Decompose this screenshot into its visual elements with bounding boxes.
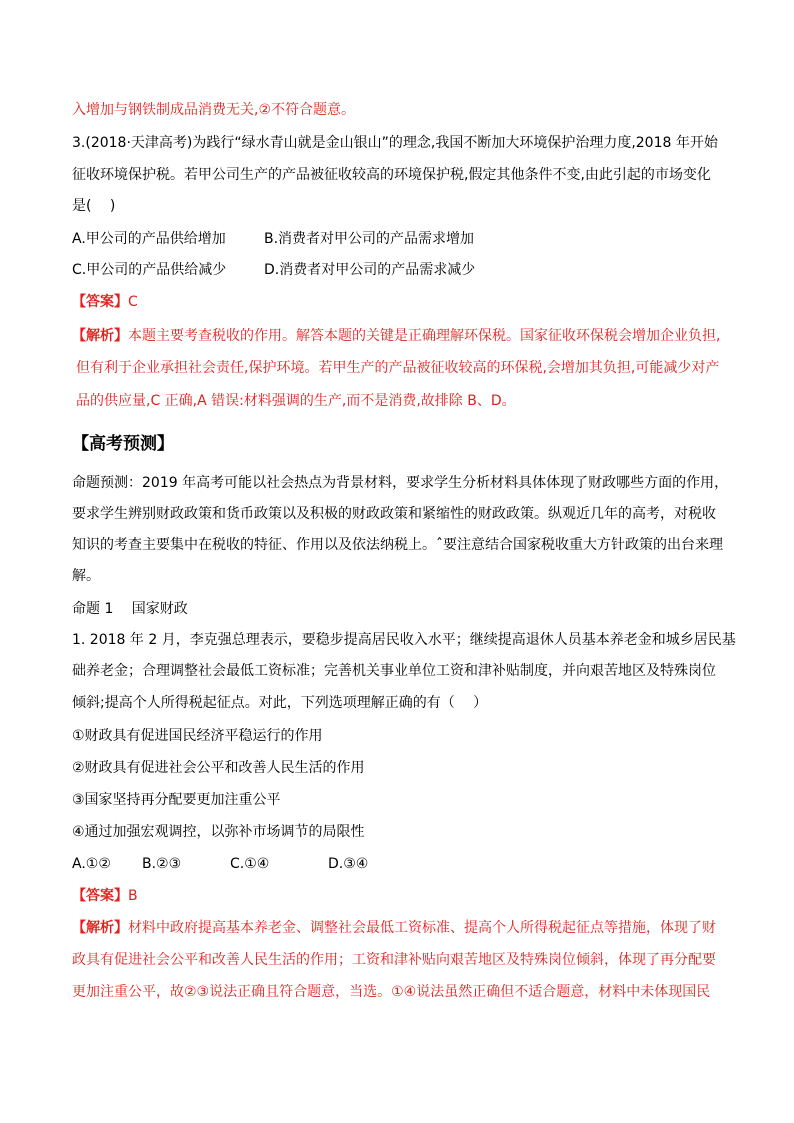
prediction-line-3: 知识的考查主要集中在税收的特征、作用以及依法纳税上。ˆ要注意结合国家税收重大方针政策的出台来理	[72, 537, 723, 553]
topic-heading: 命题 1 国家财政	[72, 601, 188, 617]
q3-analysis-label: 【解析】	[72, 328, 128, 344]
prediction-line-1: 命题预测：2019 年高考可能以社会热点为背景材料，要求学生分析材料具体体现了财政哪些方面的作用，	[72, 475, 729, 491]
q1-statement-4: ④通过加强宏观调控，以弥补市场调节的局限性	[72, 824, 365, 840]
section-heading: 【高考预测】	[72, 434, 174, 454]
q3-analysis-line-1	[72, 326, 720, 346]
q3-analysis-line-3: 品的供应量,C 正确,A 错误:材料强调的生产,而不是消费,故排除 B、D。	[76, 393, 516, 409]
q3-option-a: A.甲公司的产品供给增加	[72, 231, 226, 247]
q3-options-row-2	[72, 260, 475, 280]
q3-answer-value: C	[128, 294, 138, 310]
q3-stem-line-3: 是( )	[72, 198, 116, 214]
q3-option-c: C.甲公司的产品供给减少	[72, 262, 227, 278]
q1-stem-line-3: 倾斜;提高个人所得税起征点。对此，下列选项理解正确的有（ ）	[72, 695, 488, 711]
q1-stem-line-2: 础养老金；合理调整社会最低工资标准；完善机关事业单位工资和津补贴制度，并向艰苦地区及特殊岗位	[72, 663, 716, 679]
q3-stem-line-2: 征收环境保护税。若甲公司生产的产品被征收较高的环境保护税,假定其他条件不变,由此引起的市场变化	[72, 167, 711, 183]
q1-options-row	[72, 854, 368, 874]
q1-answer-label: 【答案】	[72, 888, 128, 904]
q3-answer	[72, 292, 138, 312]
previous-analysis-tail: 入增加与钢铁制成品消费无关,②不符合题意。	[72, 102, 355, 118]
q1-option-d: D.③④	[328, 856, 369, 872]
q1-analysis-line-3: 更加注重公平，故②③说法正确且符合题意，当选。①④说法虽然正确但不适合题意，材料中未体现国民	[72, 984, 711, 1000]
prediction-line-4: 解。	[72, 568, 100, 584]
q1-answer-value: B	[128, 888, 138, 904]
q3-options-row-1	[72, 229, 474, 249]
q3-answer-label: 【答案】	[72, 294, 128, 310]
q1-analysis-text-1: 材料中政府提高基本养老金、调整社会最低工资标准、提高个人所得税起征点等措施，体现了财	[128, 920, 716, 936]
q1-option-c: C.①④	[230, 856, 270, 872]
q1-analysis-line-2: 政具有促进社会公平和改善人民生活的作用；工资和津补贴向艰苦地区及特殊岗位倾斜，体现了再分配要	[72, 952, 716, 968]
q3-analysis-text-1: 本题主要考查税收的作用。解答本题的关键是正确理解环保税。国家征收环保税会增加企业负担,	[128, 328, 721, 344]
q1-statement-1: ①财政具有促进国民经济平稳运行的作用	[72, 728, 323, 744]
q1-stem-line-1: 1. 2018 年 2 月，李克强总理表示，要稳步提高居民收入水平；继续提高退休人员基本养老金和城乡居民基	[72, 632, 736, 648]
q1-analysis-label: 【解析】	[72, 920, 128, 936]
q1-option-b: B.②③	[142, 856, 182, 872]
q1-statement-3: ③国家坚持再分配要更加注重公平	[72, 792, 281, 808]
q3-analysis-line-2: 但有利于企业承担社会责任,保护环境。若甲生产的产品被征收较高的环保税,会增加其负担,可能减少对产	[76, 360, 720, 376]
q3-stem-line-1: 3.(2018·天津高考)为践行“绿水青山就是金山银山”的理念,我国不断加大环境保护治理力度,2018 年开始	[72, 135, 718, 151]
q1-option-a: A.①②	[72, 856, 111, 872]
q1-answer	[72, 886, 138, 906]
q1-analysis-line-1	[72, 918, 716, 938]
q3-option-d: D.消费者对甲公司的产品需求减少	[264, 262, 476, 278]
prediction-line-2: 要求学生辨别财政政策和货币政策以及积极的财政政策和紧缩性的财政政策。纵观近几年的高考，对税收	[72, 506, 716, 522]
q1-statement-2: ②财政具有促进社会公平和改善人民生活的作用	[72, 760, 365, 776]
q3-option-b: B.消费者对甲公司的产品需求增加	[264, 231, 475, 247]
